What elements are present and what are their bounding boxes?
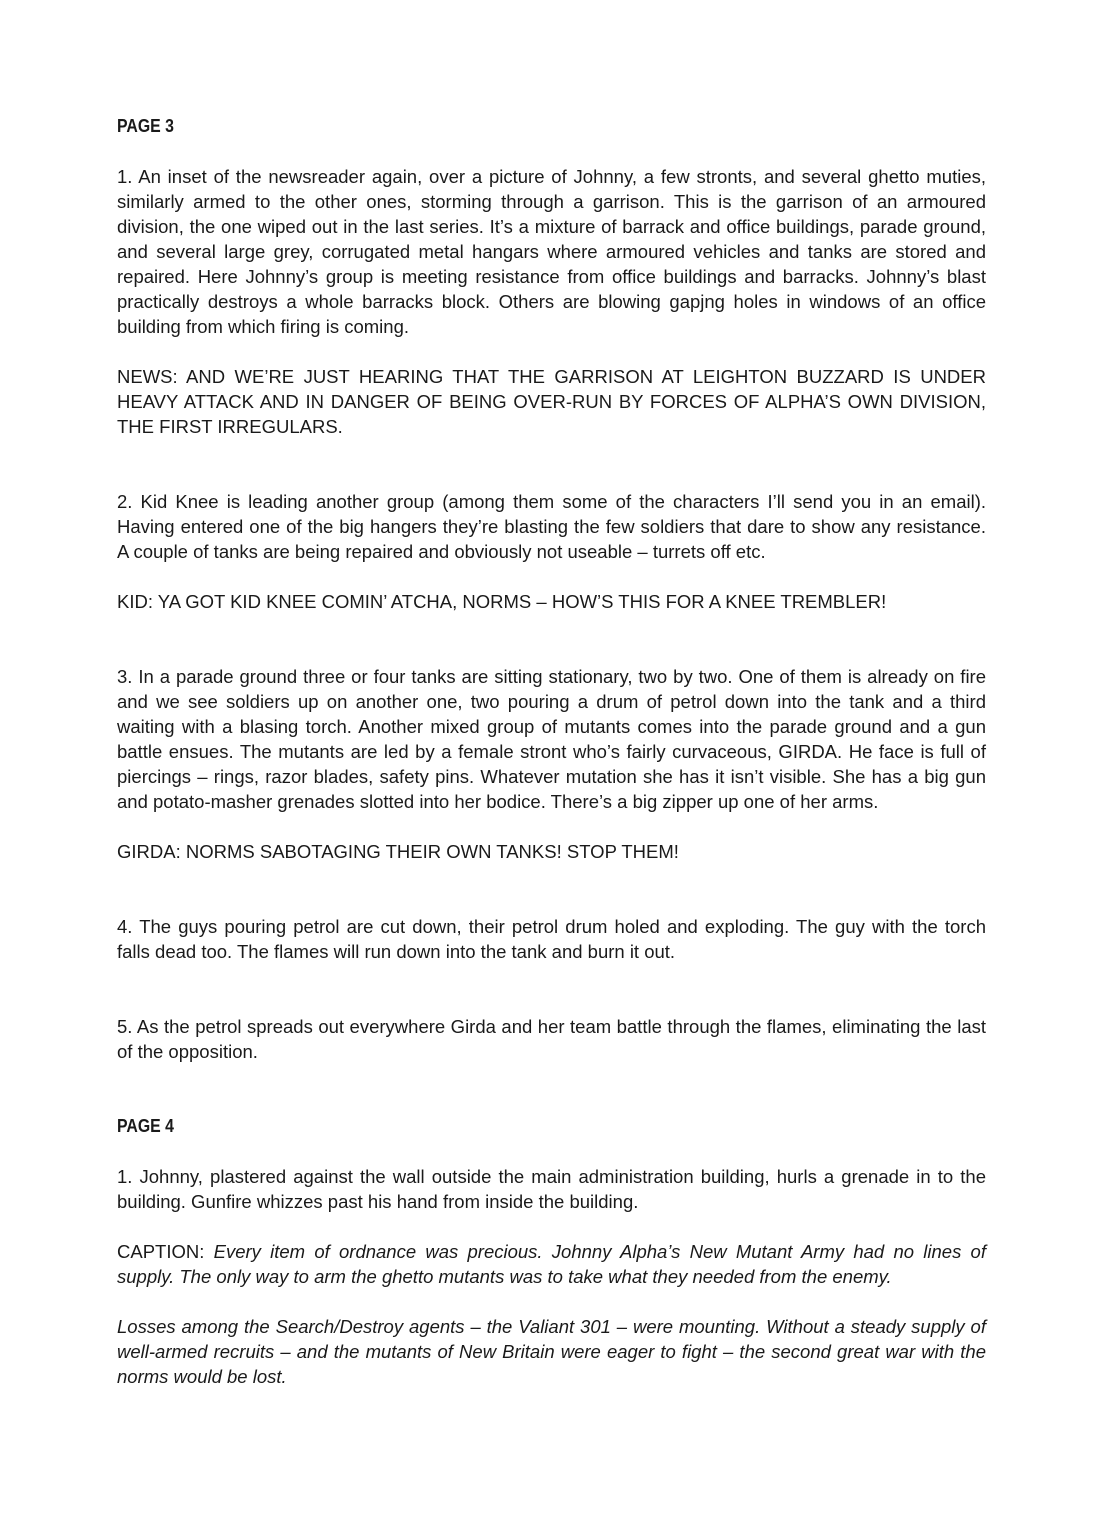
script-text: [117, 114, 986, 1389]
news-dialogue: NEWS: AND WE’RE JUST HEARING THAT THE GARRISON AT LEIGHTON BUZZARD IS UNDER HEAVY ATTACK AND IN DANGER OF BEING OVER-RUN BY FORCES OF ALPHA’S OWN DIVISION, THE FIRST IRREGULARS.: [117, 366, 986, 437]
page-3-heading: PAGE 3: [117, 116, 174, 136]
page-3-panel-4: 4. The guys pouring petrol are cut down, their petrol drum holed and exploding. The guy with the torch falls dead too. The flames will run down into the tank and burn it out.: [117, 916, 986, 962]
caption-continued: [117, 1314, 986, 1389]
page-3-panel-2: 2. Kid Knee is leading another group (among them some of the characters I’ll send you in an email). Having entered one of the big hangers they’re blasting the few soldiers that dare to show any resistance. A couple of tanks are being repaired and obviously not useable – turrets off etc.: [117, 491, 986, 562]
page-4-heading: PAGE 4: [117, 1116, 174, 1136]
caption-label: CAPTION:: [117, 1241, 214, 1262]
caption: [117, 1239, 986, 1289]
page-3-panel-3: 3. In a parade ground three or four tanks are sitting stationary, two by two. One of them is already on fire and we see soldiers up on another one, two pouring a drum of petrol down into the tank and a third waiting with a blasing torch. Another mixed group of mutants comes into the parade ground and a gun battle ensues. The mutants are led by a female stront who’s fairly curvaceous, GIRDA. He face is full of piercings – rings, razor blades, safety pins. Whatever mutation she has it isn’t visible. She has a big gun and potato-masher grenades slotted into her bodice. There’s a big zipper up one of her arms.: [117, 666, 986, 812]
kid-dialogue: KID: YA GOT KID KNEE COMIN’ ATCHA, NORMS – HOW’S THIS FOR A KNEE TREMBLER!: [117, 591, 887, 612]
caption-2-text: Losses among the Search/Destroy agents – the Valiant 301 – were mounting. Without a steady supply of well-armed recruits – and the mutants of New Britain were eager to fight – the second great war with the norms would be lost.: [117, 1316, 986, 1387]
girda-dialogue: GIRDA: NORMS SABOTAGING THEIR OWN TANKS! STOP THEM!: [117, 841, 679, 862]
page-4-panel-1: 1. Johnny, plastered against the wall outside the main administration building, hurls a grenade in to the building. Gunfire whizzes past his hand from inside the building.: [117, 1166, 986, 1212]
caption-text: Every item of ordnance was precious. Johnny Alpha’s New Mutant Army had no lines of supply. The only way to arm the ghetto mutants was to take what they needed from the enemy.: [117, 1241, 986, 1287]
page-3-panel-1: 1. An inset of the newsreader again, over a picture of Johnny, a few stronts, and several ghetto muties, similarly armed to the other ones, storming through a garrison. This is the garrison of an armoured division, the one wiped out in the last series. It’s a mixture of barrack and office buildings, parade ground, and several large grey, corrugated metal hangars where armoured vehicles and tanks are stored and repaired. Here Johnny’s group is meeting resistance from office buildings and barracks. Johnny’s blast practically destroys a whole barracks block. Others are blowing gapjng holes in windows of an office building from which firing is coming.: [117, 166, 986, 337]
page-3-panel-5: 5. As the petrol spreads out everywhere Girda and her team battle through the flames, eliminating the last of the opposition.: [117, 1016, 986, 1062]
